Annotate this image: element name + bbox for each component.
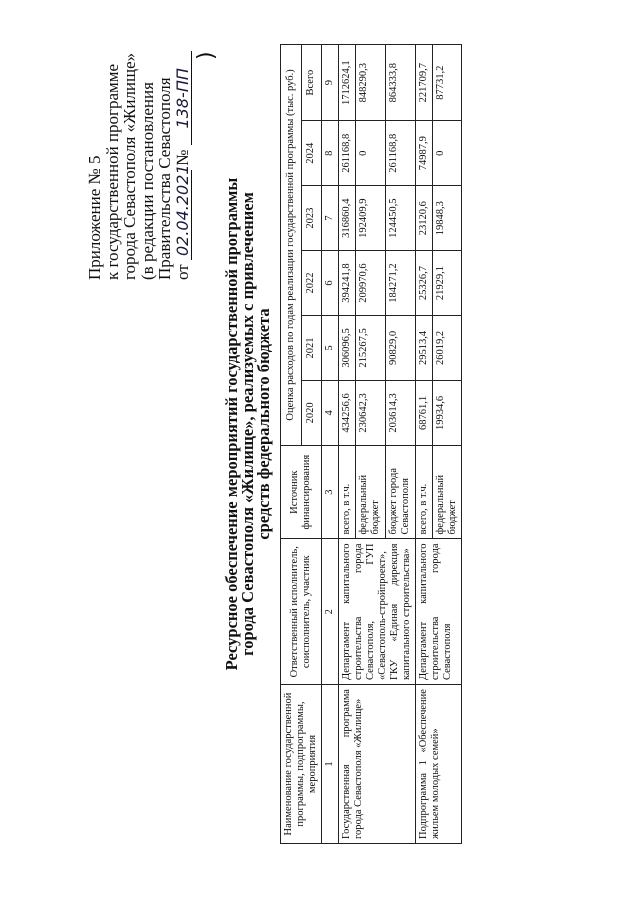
value-cell: 19934,6 bbox=[433, 380, 462, 445]
value-cell: 394241,8 bbox=[339, 251, 356, 316]
column-number: 4 bbox=[322, 380, 339, 445]
value-cell: 306096,5 bbox=[339, 316, 356, 381]
value-cell: 29513,4 bbox=[416, 316, 433, 381]
value-cell: 21929,1 bbox=[433, 251, 462, 316]
header-total: Всего bbox=[301, 45, 322, 121]
value-cell: 90829,0 bbox=[386, 316, 416, 381]
handwritten-number: 138-ПП bbox=[175, 51, 192, 145]
header-year: 2024 bbox=[301, 121, 322, 186]
program-name: Государственная программа города Севастополя «Жилище» bbox=[339, 685, 416, 844]
subprogram-name: Подпрограмма 1 «Обеспечение жильем молодых семей» bbox=[416, 685, 462, 844]
value-cell: 261168,8 bbox=[386, 121, 416, 186]
column-number: 9 bbox=[322, 45, 339, 121]
value-cell: 124450,5 bbox=[386, 186, 416, 251]
value-cell: 261168,8 bbox=[339, 121, 356, 186]
header-row bbox=[281, 45, 302, 844]
source-cell: всего, в т.ч. bbox=[416, 445, 433, 539]
header-estimate: Оценка расходов по годам реализации государственной программы (тыс. руб.) bbox=[281, 45, 302, 446]
table-row bbox=[339, 45, 356, 844]
header-year: 2023 bbox=[301, 186, 322, 251]
value-cell: 215267,5 bbox=[356, 316, 386, 381]
value-cell: 26019,2 bbox=[433, 316, 462, 381]
table-row bbox=[416, 45, 433, 844]
source-cell: бюджет города Севастополя bbox=[386, 445, 416, 539]
value-cell: 19848,3 bbox=[433, 186, 462, 251]
resource-table bbox=[280, 44, 462, 844]
column-number: 1 bbox=[322, 685, 339, 844]
header-executor: Ответственный исполнитель, соисполнитель, участник bbox=[281, 539, 322, 685]
header-source: Источник финансирования bbox=[281, 445, 322, 539]
total-cell: 1712624,1 bbox=[339, 45, 356, 121]
value-cell: 203614,3 bbox=[386, 380, 416, 445]
value-cell: 316860,4 bbox=[339, 186, 356, 251]
value-cell: 192409,9 bbox=[356, 186, 386, 251]
title-line: средств федерального бюджета bbox=[254, 308, 273, 540]
total-cell: 221709,7 bbox=[416, 45, 433, 121]
appendix-line: Правительства Севастополя bbox=[155, 77, 174, 280]
value-cell: 0 bbox=[433, 121, 462, 186]
total-cell: 848290,3 bbox=[356, 45, 386, 121]
value-cell: 230642,3 bbox=[356, 380, 386, 445]
source-cell: федеральный бюджет bbox=[356, 445, 386, 539]
column-number: 5 bbox=[322, 316, 339, 381]
value-cell: 0 bbox=[356, 121, 386, 186]
column-number-row bbox=[322, 45, 339, 844]
total-cell: 864333,8 bbox=[386, 45, 416, 121]
source-cell: всего, в т.ч. bbox=[339, 445, 356, 539]
value-cell: 209970,6 bbox=[356, 251, 386, 316]
column-number: 6 bbox=[322, 251, 339, 316]
title-line: Ресурсное обеспечение мероприятий государственной программы bbox=[222, 177, 241, 671]
column-number: 2 bbox=[322, 539, 339, 685]
appendix-line: (в редакции постановления bbox=[137, 82, 157, 280]
document-title bbox=[224, 84, 272, 764]
date-prefix: от bbox=[172, 264, 192, 280]
appendix-line: Приложение № 5 bbox=[85, 155, 104, 280]
program-executor: Департамент капитального строительства города Севастополя, ГУП «Севастополь-стройпроект», ГКУ «Единая дирекция капитального строительства» bbox=[339, 539, 416, 685]
number-prefix: № bbox=[172, 149, 192, 166]
appendix-line: к государственной программе bbox=[102, 63, 122, 280]
source-cell: федеральный бюджет bbox=[433, 445, 462, 539]
header-name: Наименование государственной программы, подпрограммы, мероприятия bbox=[281, 685, 322, 844]
column-number: 7 bbox=[322, 186, 339, 251]
value-cell: 23120,6 bbox=[416, 186, 433, 251]
handwritten-date: 02.04.2021 bbox=[175, 170, 192, 260]
appendix-line: города Севастополя «Жилище» bbox=[120, 52, 139, 280]
column-number: 8 bbox=[322, 121, 339, 186]
appendix-block bbox=[86, 30, 192, 280]
column-number: 3 bbox=[322, 445, 339, 539]
value-cell: 74987,9 bbox=[416, 121, 433, 186]
header-year: 2020 bbox=[301, 380, 322, 445]
subprogram-executor: Департамент капитального строительства города Севастополя bbox=[416, 539, 462, 685]
header-year: 2021 bbox=[301, 316, 322, 381]
total-cell: 87731,2 bbox=[433, 45, 462, 121]
header-year: 2022 bbox=[301, 251, 322, 316]
value-cell: 434256,6 bbox=[339, 380, 356, 445]
appendix-date-line bbox=[174, 30, 192, 280]
title-line: города Севастополя «Жилище», реализуемых с привлечением bbox=[238, 192, 257, 656]
value-cell: 25326,7 bbox=[416, 251, 433, 316]
value-cell: 184271,2 bbox=[386, 251, 416, 316]
closing-paren: ) bbox=[194, 51, 219, 60]
value-cell: 68761,1 bbox=[416, 380, 433, 445]
